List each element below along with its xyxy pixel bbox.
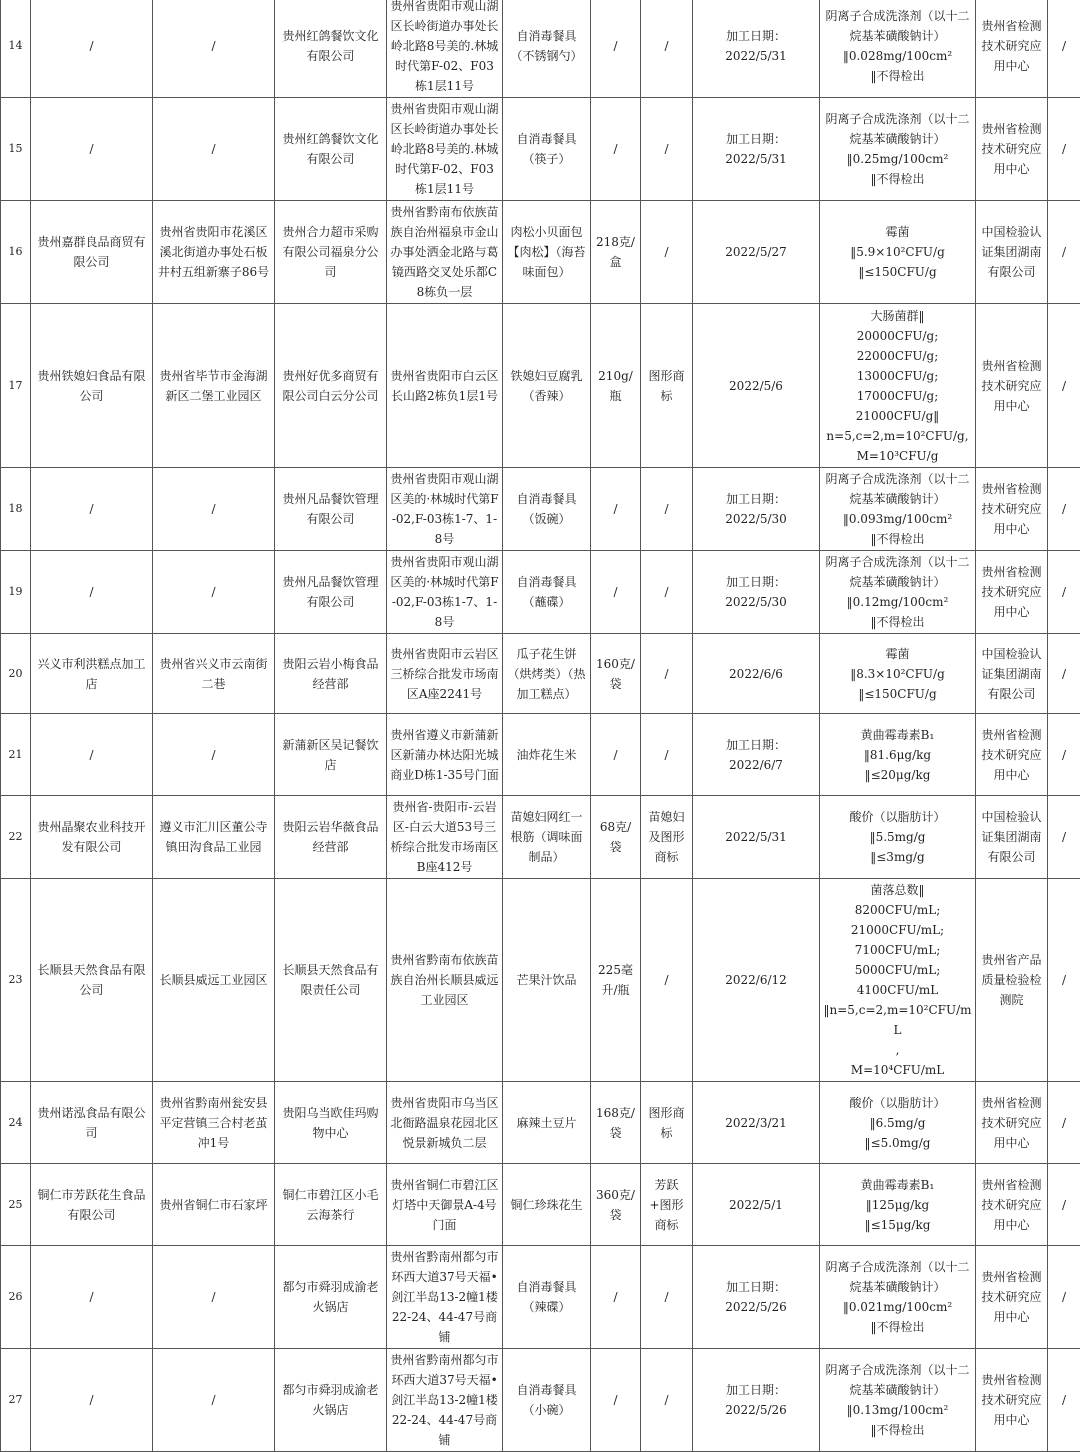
table-row: [1, 796, 1080, 879]
producer-name-cell: /: [31, 551, 153, 634]
failed-item-result-cell: 阴离子合成洗涤剂（以十二烷基苯磺酸钠计） ‖0.12mg/100cm² ‖不得检出: [820, 551, 976, 634]
sampled-unit-address-cell: 贵州省黔南布依族苗族自治州长顺县威远工业园区: [387, 879, 503, 1082]
food-name-cell: 瓜子花生饼（烘烤类）（热加工糕点）: [503, 634, 591, 714]
sampled-unit-name-cell: 贵州红鸽餐饮文化有限公司: [275, 98, 387, 201]
specification-cell: 210g/瓶: [591, 304, 641, 468]
specification-cell: 218克/盒: [591, 201, 641, 304]
failed-item-result-cell: 阴离子合成洗涤剂（以十二烷基苯磺酸钠计） ‖0.021mg/100cm² ‖不得检出: [820, 1246, 976, 1349]
row-number-cell: 19: [1, 551, 31, 634]
sampled-unit-name-cell: 都匀市舜羽成渝老火锅店: [275, 1246, 387, 1349]
table-row: [1, 714, 1080, 796]
sampled-unit-name-cell: 贵阳云岩小梅食品经营部: [275, 634, 387, 714]
sampled-unit-address-cell: 贵州省贵阳市观山湖区长岭街道办事处长岭北路8号美的.林城时代第F-02、F03栋1层11号: [387, 0, 503, 98]
remark-cell: /: [1048, 98, 1080, 201]
sampled-unit-address-cell: 贵州省贵阳市观山湖区长岭街道办事处长岭北路8号美的.林城时代第F-02、F03栋1层11号: [387, 98, 503, 201]
food-name-cell: 铜仁珍珠花生: [503, 1164, 591, 1246]
brand-cell: /: [641, 201, 693, 304]
production-date-cell: 加工日期： 2022/5/26: [693, 1246, 820, 1349]
producer-name-cell: 铜仁市芳跃花生食品有限公司: [31, 1164, 153, 1246]
sampled-unit-address-cell: 贵州省黔南州都匀市环西大道37号天福•剑江半岛13-2幢1楼22-24、44-47号商铺: [387, 1349, 503, 1452]
producer-address-cell: 遵义市汇川区董公寺镇田沟食品工业园: [153, 796, 275, 879]
table-row: [1, 551, 1080, 634]
failed-item-result-cell: 大肠菌群‖ 20000CFU/g; 22000CFU/g; 13000CFU/g; 17000CFU/g; 21000CFU/g‖ n=5,c=2,m=10²CFU/g, M=10³CFU/g: [820, 304, 976, 468]
failed-item-result-cell: 酸价（以脂肪计） ‖5.5mg/g ‖≤3mg/g: [820, 796, 976, 879]
table-row: [1, 1246, 1080, 1349]
table-row: [1, 201, 1080, 304]
production-date-cell: 加工日期： 2022/5/26: [693, 1349, 820, 1452]
sampled-unit-address-cell: 贵州省贵阳市观山湖区美的·林城时代第F-02,F-03栋1-7、1-8号: [387, 551, 503, 634]
food-name-cell: 自消毒餐具（饭碗）: [503, 468, 591, 551]
sampled-unit-address-cell: 贵州省黔南布依族苗族自治州福泉市金山办事处洒金北路与葛镜西路交叉处乐都C8栋负一层: [387, 201, 503, 304]
food-name-cell: 自消毒餐具（蘸碟）: [503, 551, 591, 634]
producer-name-cell: 兴义市利洪糕点加工店: [31, 634, 153, 714]
row-number-cell: 21: [1, 714, 31, 796]
testing-agency-cell: 中国检验认证集团湖南有限公司: [976, 796, 1048, 879]
sampled-unit-name-cell: 贵州凡品餐饮管理有限公司: [275, 468, 387, 551]
producer-name-cell: /: [31, 1349, 153, 1452]
specification-cell: 160克/袋: [591, 634, 641, 714]
brand-cell: 图形商标: [641, 1082, 693, 1164]
remark-cell: /: [1048, 634, 1080, 714]
failed-item-result-cell: 黄曲霉毒素B₁ ‖125μg/kg ‖≤15μg/kg: [820, 1164, 976, 1246]
food-name-cell: 自消毒餐具（辣碟）: [503, 1246, 591, 1349]
testing-agency-cell: 贵州省检测技术研究应用中心: [976, 714, 1048, 796]
testing-agency-cell: 贵州省产品质量检验检测院: [976, 879, 1048, 1082]
table-row: [1, 1349, 1080, 1452]
brand-cell: /: [641, 551, 693, 634]
table-row: [1, 468, 1080, 551]
sampled-unit-address-cell: 贵州省铜仁市碧江区灯塔中天御景A-4号门面: [387, 1164, 503, 1246]
table-row: [1, 98, 1080, 201]
food-name-cell: 油炸花生米: [503, 714, 591, 796]
sampled-unit-name-cell: 贵州好优多商贸有限公司白云分公司: [275, 304, 387, 468]
producer-address-cell: /: [153, 0, 275, 98]
row-number-cell: 16: [1, 201, 31, 304]
producer-address-cell: 长顺县威远工业园区: [153, 879, 275, 1082]
specification-cell: /: [591, 1349, 641, 1452]
specification-cell: /: [591, 0, 641, 98]
remark-cell: /: [1048, 201, 1080, 304]
producer-address-cell: 贵州省铜仁市石家坪: [153, 1164, 275, 1246]
table-row: [1, 1164, 1080, 1246]
brand-cell: /: [641, 634, 693, 714]
row-number-cell: 24: [1, 1082, 31, 1164]
failed-item-result-cell: 阴离子合成洗涤剂（以十二烷基苯磺酸钠计） ‖0.25mg/100cm² ‖不得检出: [820, 98, 976, 201]
producer-address-cell: /: [153, 468, 275, 551]
row-number-cell: 22: [1, 796, 31, 879]
brand-cell: 苗媳妇及图形商标: [641, 796, 693, 879]
failed-item-result-cell: 酸价（以脂肪计） ‖6.5mg/g ‖≤5.0mg/g: [820, 1082, 976, 1164]
production-date-cell: 2022/5/27: [693, 201, 820, 304]
sampled-unit-name-cell: 新蒲新区吴记餐饮店: [275, 714, 387, 796]
brand-cell: /: [641, 1246, 693, 1349]
table-row: [1, 0, 1080, 98]
producer-address-cell: 贵州省毕节市金海湖新区二堡工业园区: [153, 304, 275, 468]
food-name-cell: 苗媳妇网红一根筋（调味面制品）: [503, 796, 591, 879]
specification-cell: /: [591, 551, 641, 634]
specification-cell: /: [591, 98, 641, 201]
producer-address-cell: 贵州省贵阳市花溪区溪北街道办事处石板井村五组新寨子86号: [153, 201, 275, 304]
production-date-cell: 2022/6/6: [693, 634, 820, 714]
producer-name-cell: /: [31, 1246, 153, 1349]
failed-item-result-cell: 阴离子合成洗涤剂（以十二烷基苯磺酸钠计） ‖0.13mg/100cm² ‖不得检出: [820, 1349, 976, 1452]
testing-agency-cell: 贵州省检测技术研究应用中心: [976, 304, 1048, 468]
row-number-cell: 23: [1, 879, 31, 1082]
remark-cell: /: [1048, 879, 1080, 1082]
brand-cell: /: [641, 1349, 693, 1452]
producer-address-cell: /: [153, 1349, 275, 1452]
failed-item-result-cell: 阴离子合成洗涤剂（以十二烷基苯磺酸钠计） ‖0.028mg/100cm² ‖不得检出: [820, 0, 976, 98]
testing-agency-cell: 贵州省检测技术研究应用中心: [976, 1082, 1048, 1164]
brand-cell: /: [641, 0, 693, 98]
sampled-unit-address-cell: 贵州省遵义市新蒲新区新蒲办林达阳光城商业D栋1-35号门面: [387, 714, 503, 796]
sampled-unit-address-cell: 贵州省贵阳市观山湖区美的·林城时代第F-02,F-03栋1-7、1-8号: [387, 468, 503, 551]
production-date-cell: 加工日期： 2022/5/31: [693, 0, 820, 98]
remark-cell: /: [1048, 304, 1080, 468]
sampled-unit-name-cell: 贵阳云岩华薇食品经营部: [275, 796, 387, 879]
food-name-cell: 自消毒餐具（筷子）: [503, 98, 591, 201]
production-date-cell: 加工日期： 2022/5/30: [693, 468, 820, 551]
row-number-cell: 17: [1, 304, 31, 468]
specification-cell: 225毫升/瓶: [591, 879, 641, 1082]
testing-agency-cell: 贵州省检测技术研究应用中心: [976, 1349, 1048, 1452]
sampled-unit-name-cell: 贵州凡品餐饮管理有限公司: [275, 551, 387, 634]
table-row: [1, 879, 1080, 1082]
sampled-unit-name-cell: 贵州合力超市采购有限公司福泉分公司: [275, 201, 387, 304]
remark-cell: /: [1048, 796, 1080, 879]
producer-name-cell: /: [31, 98, 153, 201]
failed-item-result-cell: 霉菌 ‖5.9×10²CFU/g ‖≤150CFU/g: [820, 201, 976, 304]
sampled-unit-name-cell: 长顺县天然食品有限责任公司: [275, 879, 387, 1082]
food-name-cell: 自消毒餐具（不锈钢勺）: [503, 0, 591, 98]
production-date-cell: 2022/5/1: [693, 1164, 820, 1246]
specification-cell: 360克/袋: [591, 1164, 641, 1246]
sampled-unit-name-cell: 贵阳乌当欧佳玛购物中心: [275, 1082, 387, 1164]
failed-item-result-cell: 霉菌 ‖8.3×10²CFU/g ‖≤150CFU/g: [820, 634, 976, 714]
food-name-cell: 铁媳妇豆腐乳（香辣）: [503, 304, 591, 468]
food-name-cell: 肉松小贝面包【肉松】（海苔味面包）: [503, 201, 591, 304]
specification-cell: /: [591, 468, 641, 551]
testing-agency-cell: 中国检验认证集团湖南有限公司: [976, 634, 1048, 714]
table-row: [1, 304, 1080, 468]
testing-agency-cell: 贵州省检测技术研究应用中心: [976, 551, 1048, 634]
brand-cell: /: [641, 879, 693, 1082]
specification-cell: 68克/袋: [591, 796, 641, 879]
food-name-cell: 自消毒餐具（小碗）: [503, 1349, 591, 1452]
sampled-unit-address-cell: 贵州省-贵阳市-云岩区-白云大道53号三桥综合批发市场南区B座412号: [387, 796, 503, 879]
producer-address-cell: /: [153, 98, 275, 201]
brand-cell: /: [641, 98, 693, 201]
sampled-unit-address-cell: 贵州省贵阳市白云区长山路2栋负1层1号: [387, 304, 503, 468]
testing-agency-cell: 贵州省检测技术研究应用中心: [976, 98, 1048, 201]
specification-cell: 168克/袋: [591, 1082, 641, 1164]
testing-agency-cell: 贵州省检测技术研究应用中心: [976, 0, 1048, 98]
sampled-unit-address-cell: 贵州省贵阳市乌当区北衙路温泉花园北区悦景新城负二层: [387, 1082, 503, 1164]
producer-address-cell: 贵州省黔南州瓮安县平定营镇三合村老茧冲1号: [153, 1082, 275, 1164]
production-date-cell: 2022/6/12: [693, 879, 820, 1082]
producer-address-cell: /: [153, 714, 275, 796]
food-name-cell: 麻辣土豆片: [503, 1082, 591, 1164]
row-number-cell: 25: [1, 1164, 31, 1246]
testing-agency-cell: 贵州省检测技术研究应用中心: [976, 1164, 1048, 1246]
producer-address-cell: /: [153, 1246, 275, 1349]
row-number-cell: 18: [1, 468, 31, 551]
remark-cell: /: [1048, 551, 1080, 634]
producer-name-cell: 贵州诺泓食品有限公司: [31, 1082, 153, 1164]
production-date-cell: 2022/3/21: [693, 1082, 820, 1164]
producer-name-cell: /: [31, 468, 153, 551]
production-date-cell: 加工日期： 2022/5/30: [693, 551, 820, 634]
testing-agency-cell: 中国检验认证集团湖南有限公司: [976, 201, 1048, 304]
row-number-cell: 26: [1, 1246, 31, 1349]
row-number-cell: 27: [1, 1349, 31, 1452]
producer-name-cell: /: [31, 714, 153, 796]
remark-cell: /: [1048, 714, 1080, 796]
row-number-cell: 14: [1, 0, 31, 98]
producer-address-cell: 贵州省兴义市云南街二巷: [153, 634, 275, 714]
sampled-unit-name-cell: 铜仁市碧江区小毛云海茶行: [275, 1164, 387, 1246]
brand-cell: 图形商标: [641, 304, 693, 468]
testing-agency-cell: 贵州省检测技术研究应用中心: [976, 1246, 1048, 1349]
table-row: [1, 1082, 1080, 1164]
sampled-unit-address-cell: 贵州省黔南州都匀市环西大道37号天福•剑江半岛13-2幢1楼22-24、44-47号商铺: [387, 1246, 503, 1349]
row-number-cell: 15: [1, 98, 31, 201]
specification-cell: /: [591, 714, 641, 796]
production-date-cell: 2022/5/31: [693, 796, 820, 879]
table-row: [1, 634, 1080, 714]
brand-cell: /: [641, 468, 693, 551]
producer-address-cell: /: [153, 551, 275, 634]
producer-name-cell: 长顺县天然食品有限公司: [31, 879, 153, 1082]
remark-cell: /: [1048, 1349, 1080, 1452]
brand-cell: /: [641, 714, 693, 796]
failed-item-result-cell: 黄曲霉毒素B₁ ‖81.6μg/kg ‖≤20μg/kg: [820, 714, 976, 796]
producer-name-cell: 贵州晶聚农业科技开发有限公司: [31, 796, 153, 879]
sampled-unit-name-cell: 都匀市舜羽成渝老火锅店: [275, 1349, 387, 1452]
failed-item-result-cell: 阴离子合成洗涤剂（以十二烷基苯磺酸钠计） ‖0.093mg/100cm² ‖不得检出: [820, 468, 976, 551]
testing-agency-cell: 贵州省检测技术研究应用中心: [976, 468, 1048, 551]
production-date-cell: 加工日期： 2022/5/31: [693, 98, 820, 201]
remark-cell: /: [1048, 1164, 1080, 1246]
producer-name-cell: 贵州嘉群良品商贸有限公司: [31, 201, 153, 304]
producer-name-cell: 贵州铁媳妇食品有限公司: [31, 304, 153, 468]
production-date-cell: 加工日期： 2022/6/7: [693, 714, 820, 796]
sampled-unit-address-cell: 贵州省贵阳市云岩区三桥综合批发市场南区A座2241号: [387, 634, 503, 714]
sampled-unit-name-cell: 贵州红鸽餐饮文化有限公司: [275, 0, 387, 98]
producer-name-cell: /: [31, 0, 153, 98]
failed-item-result-cell: 菌落总数‖ 8200CFU/mL; 21000CFU/mL; 7100CFU/mL; 5000CFU/mL; 4100CFU/mL ‖n=5,c=2,m=10²CFU/mL , M=10⁴CFU/mL: [820, 879, 976, 1082]
remark-cell: /: [1048, 1082, 1080, 1164]
remark-cell: /: [1048, 1246, 1080, 1349]
production-date-cell: 2022/5/6: [693, 304, 820, 468]
food-name-cell: 芒果汁饮品: [503, 879, 591, 1082]
remark-cell: /: [1048, 0, 1080, 98]
row-number-cell: 20: [1, 634, 31, 714]
brand-cell: 芳跃+图形商标: [641, 1164, 693, 1246]
remark-cell: /: [1048, 468, 1080, 551]
specification-cell: /: [591, 1246, 641, 1349]
